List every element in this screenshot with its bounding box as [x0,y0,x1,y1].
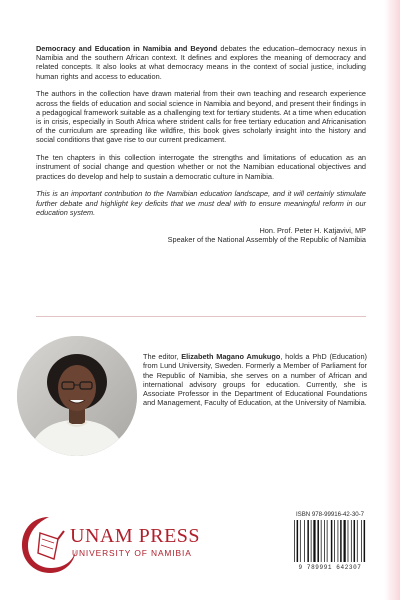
endorser-role: Speaker of the National Assembly of the Republic of Namibia [167,234,366,244]
book-title: Democracy and Education in Namibia and Beyond [36,44,218,53]
endorsement-signature [36,226,366,244]
publisher-name: UNAM PRESS [70,525,201,547]
blurb-paragraph-3: The ten chapters in this collection interrogate the strengths and limitations of education as an instrument of social change and question whether or not the Namibian educational objectives and practices do develop and help to sustain a democratic culture in Namibia. [36,153,366,181]
blurb-paragraph-1: Democracy and Education in Namibia and Beyond debates the education–democracy nexus in Namibia and the southern African context. It defines and explores the meaning of democracy and related concepts. It also looks at what democracy means in the context of social justice, including human rights and access to education. [36,44,366,81]
endorsement-quote: This is an important contribution to the Namibian education landscape, and it will certainly stimulate further debate and highlight key deficits that we must deal with to ensure meaningful reform in our education system. [36,189,366,217]
blurb [36,44,366,244]
isbn-text: ISBN 978-99916-42-30-7 [295,511,365,518]
endorser-name: Hon. Prof. Peter H. Katjavivi, MP [259,225,366,235]
barcode-icon [290,518,370,564]
barcode-digits: 9 789991 642307 [298,564,362,571]
blurb-paragraph-2: The authors in the collection have drawn material from their own teaching and research experience across the fields of education and social science in Namibia and beyond, and present their findings in a pedagogical framework suitable as a challenging text for tertiary students. At a time when education is in crisis, especially in South Africa where strident calls for free tertiary education and Africanisation of the curriculum are spreading like wildfire, this book gives scholarly insight into the history and social conditions that gave rise to our current predicament. [36,89,366,145]
editor-bio: The editor, Elizabeth Magano Amukugo, holds a PhD (Education) from Lund University, Sweden. Formerly a Member of Parliament for the Republic of Namibia, she serves on a number of African and international advisory groups for education. Currently, she is Associate Professor in the Department of Educational Foundations and Management, Faculty of Education, at the University of Namibia. [143,352,367,408]
barcode-block [290,509,370,579]
section-divider [36,316,366,317]
publisher-subtitle: UNIVERSITY OF NAMIBIA [72,548,192,558]
editor-photo [17,336,137,456]
editor-name: Elizabeth Magano Amukugo [181,352,281,361]
edge-gradient [384,0,400,600]
